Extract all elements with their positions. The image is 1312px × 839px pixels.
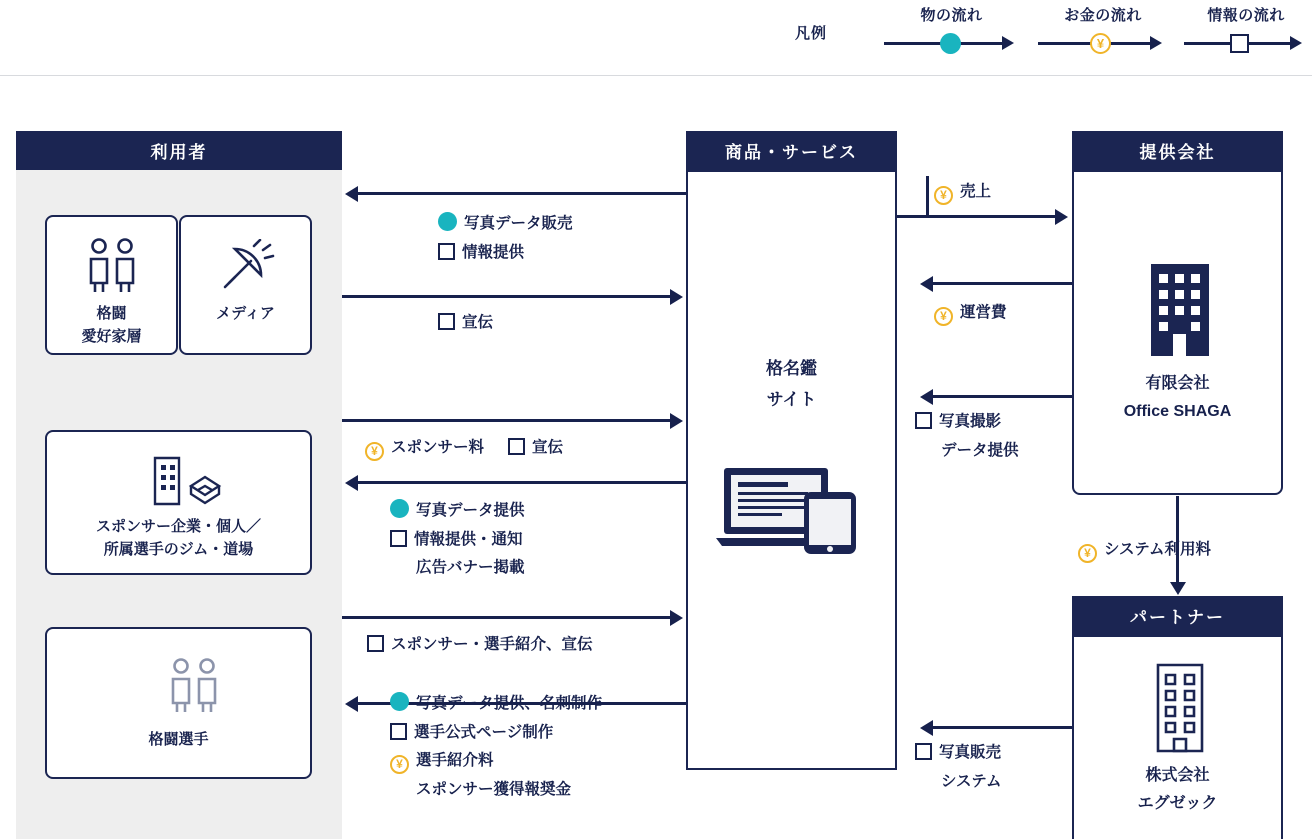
provider-name: 有限会社 Office SHAGA (1123, 375, 1232, 420)
legend-item-goods (884, 4, 1019, 57)
flow-arrowhead-service-to-fans (345, 186, 358, 202)
flow-label-sales: ¥ 売上 (934, 178, 991, 207)
flow-arrowhead-provider-photo (920, 389, 933, 405)
legend-label-goods: 物の流れ (920, 7, 983, 24)
service-box (686, 170, 897, 770)
flow-arrowhead-service-to-sponsors (345, 475, 358, 491)
flow-label-service-to-sponsors: 写真データ提供 情報提供・通知 広告バナー掲載 (390, 497, 525, 583)
flow-line-sponsors-to-service (342, 419, 670, 422)
service-header: 商品・サービス (686, 131, 897, 170)
card-fans[interactable] (45, 215, 178, 355)
info-square-icon (1230, 34, 1249, 53)
flow-arrowhead-provider-to-partner (1170, 582, 1186, 595)
flow-label-photo-data: 写真撮影 データ提供 (915, 408, 1019, 465)
goods-dot-icon (390, 692, 409, 711)
provider-box (1072, 170, 1283, 495)
flow-arrowhead-service-to-fighters (345, 696, 358, 712)
partner-box (1072, 635, 1283, 839)
info-square-icon (390, 530, 407, 547)
money-circle-icon: ¥ (390, 755, 409, 774)
flow-line-partner-to-service (933, 726, 1072, 729)
money-circle-icon: ¥ (1078, 544, 1097, 563)
flow-arrowhead-provider-fee (920, 276, 933, 292)
card-fighters[interactable] (45, 627, 312, 779)
info-square-icon (438, 313, 455, 330)
flow-arrowhead-service-to-provider (1055, 209, 1068, 225)
info-square-icon (390, 723, 407, 740)
flow-line-service-to-fans (358, 192, 686, 195)
flow-arrowhead-sponsors-to-service (670, 413, 683, 429)
card-fighters-label: 格闘選手 (148, 731, 209, 748)
service-title: 格名鑑 サイト (766, 359, 817, 409)
money-circle-icon: ¥ (934, 307, 953, 326)
two-people-icon (80, 237, 148, 295)
money-circle-icon: ¥ (1090, 33, 1111, 54)
legend-label-money: お金の流れ (1064, 7, 1142, 24)
info-square-icon (915, 743, 932, 760)
money-circle-icon: ¥ (365, 442, 384, 461)
flow-line-fighters-to-service (342, 616, 670, 619)
legend-label-info: 情報の流れ (1207, 7, 1285, 24)
flow-label-fighters-to-service: スポンサー・選手紹介、宣伝 (367, 631, 593, 660)
flow-label-photo-sales-system: 写真販売 システム (915, 739, 1001, 796)
partner-header: パートナー (1072, 596, 1283, 635)
flow-line-provider-fee (933, 282, 1072, 285)
card-media[interactable] (179, 215, 312, 355)
flow-arrowhead-fighters-to-service (670, 610, 683, 626)
goods-dot-icon (940, 33, 961, 54)
partner-name: 株式会社 エグゼック (1137, 767, 1218, 812)
flow-line-service-to-sponsors (358, 481, 686, 484)
flow-arrowhead-partner-to-service (920, 720, 933, 736)
flow-line-provider-photo (933, 395, 1072, 398)
info-square-icon (438, 243, 455, 260)
legend-item-money (1038, 4, 1168, 57)
flow-arrowhead-fans-to-service (670, 289, 683, 305)
building-tall-icon (1142, 655, 1218, 753)
satellite-dish-icon (221, 239, 275, 291)
goods-dot-icon (438, 212, 457, 231)
users-header: 利用者 (16, 131, 342, 170)
laptop-smartphone-icon (716, 462, 871, 557)
legend-item-info (1184, 4, 1308, 57)
goods-dot-icon (390, 499, 409, 518)
legend-title: 凡例 (795, 25, 828, 42)
building-icon (1137, 256, 1223, 360)
flow-label-service-to-fans: 写真データ販売 情報提供 (438, 210, 573, 267)
flow-label-operating-cost: ¥ 運営費 (934, 299, 1007, 328)
building-ring-icon (145, 450, 223, 512)
flow-label-sponsors-to-service: ¥ スポンサー料 宣伝 (365, 434, 563, 463)
two-fighters-icon (165, 657, 225, 715)
card-sponsors-label: スポンサー企業・個人／ 所属選手のジム・道場 (95, 518, 261, 558)
provider-header: 提供会社 (1072, 131, 1283, 170)
legend (0, 0, 1312, 76)
flow-riser-service-to-provider (926, 176, 929, 216)
flow-label-fans-to-service: 宣伝 (438, 309, 493, 338)
card-fans-label: 格闘 愛好家層 (81, 305, 142, 345)
info-square-icon (508, 438, 525, 455)
card-sponsors[interactable] (45, 430, 312, 575)
info-square-icon (915, 412, 932, 429)
flow-label-service-to-fighters: 写真データ提供、名刺制作 選手公式ページ制作 ¥ 選手紹介料 スポンサー獲得報奨金 (390, 690, 602, 805)
flow-line-fans-to-service (342, 295, 670, 298)
money-circle-icon: ¥ (934, 186, 953, 205)
flow-label-system-fee: ¥ システム利用料 (1078, 536, 1211, 565)
card-media-label: メディア (216, 305, 275, 322)
flow-line-service-to-provider (897, 215, 1055, 218)
info-square-icon (367, 635, 384, 652)
